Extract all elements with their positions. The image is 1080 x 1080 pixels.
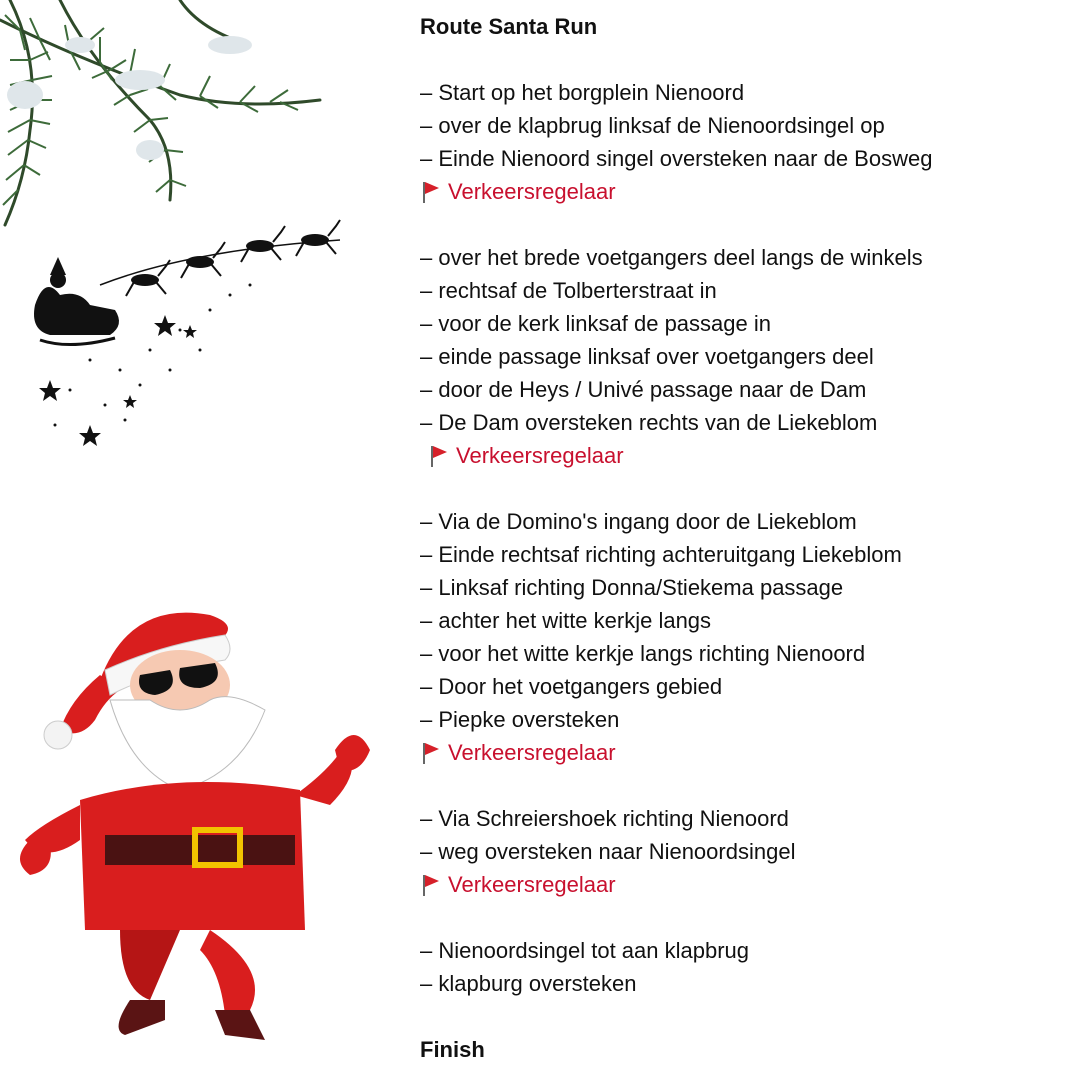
- route-title: Route Santa Run: [420, 14, 598, 39]
- marker-label: Verkeersregelaar: [448, 872, 616, 897]
- red-flag-icon: [420, 872, 442, 898]
- route-step: – voor de kerk linksaf de passage in: [420, 311, 771, 336]
- route-step: – Start op het borgplein Nienoord: [420, 80, 745, 105]
- marker-label: Verkeersregelaar: [448, 179, 616, 204]
- red-flag-icon: [428, 443, 450, 469]
- marker-label: Verkeersregelaar: [456, 443, 624, 468]
- route-step: – Einde Nienoord singel oversteken naar de Bosweg: [420, 146, 933, 171]
- route-step: – Piepke oversteken: [420, 707, 620, 732]
- route-description: [420, 10, 1060, 1066]
- route-step: – Door het voetgangers gebied: [420, 674, 723, 699]
- traffic-controller-marker: [420, 736, 1060, 769]
- route-step: – De Dam oversteken rechts van de Liekeblom: [420, 410, 878, 435]
- marker-label: Verkeersregelaar: [448, 740, 616, 765]
- santa-claus-illustration: [10, 600, 380, 1060]
- route-finish: Finish: [420, 1037, 485, 1062]
- route-step: – achter het witte kerkje langs: [420, 608, 712, 633]
- traffic-controller-marker: [420, 175, 1060, 208]
- route-step: – Linksaf richting Donna/Stiekema passage: [420, 575, 844, 600]
- route-step: – Via Schreiershoek richting Nienoord: [420, 806, 789, 831]
- route-step: – voor het witte kerkje langs richting Nienoord: [420, 641, 866, 666]
- red-flag-icon: [420, 179, 442, 205]
- pine-branch-decoration: [0, 0, 330, 230]
- route-step: – over het brede voetgangers deel langs de winkels: [420, 245, 923, 270]
- route-step: – over de klapbrug linksaf de Nienoordsingel op: [420, 113, 885, 138]
- route-step: – door de Heys / Univé passage naar de Dam: [420, 377, 867, 402]
- sleigh-reindeer-decoration: [30, 210, 360, 450]
- route-step: – klapburg oversteken: [420, 971, 637, 996]
- traffic-controller-marker: [420, 868, 1060, 901]
- route-step: – Einde rechtsaf richting achteruitgang Liekeblom: [420, 542, 902, 567]
- route-step: – rechtsaf de Tolberterstraat in: [420, 278, 717, 303]
- red-flag-icon: [420, 740, 442, 766]
- route-step: – Via de Domino's ingang door de Liekeblom: [420, 509, 857, 534]
- route-step: – einde passage linksaf over voetgangers deel: [420, 344, 874, 369]
- traffic-controller-marker: [420, 439, 1060, 472]
- route-step: – weg oversteken naar Nienoordsingel: [420, 839, 796, 864]
- route-step: – Nienoordsingel tot aan klapbrug: [420, 938, 750, 963]
